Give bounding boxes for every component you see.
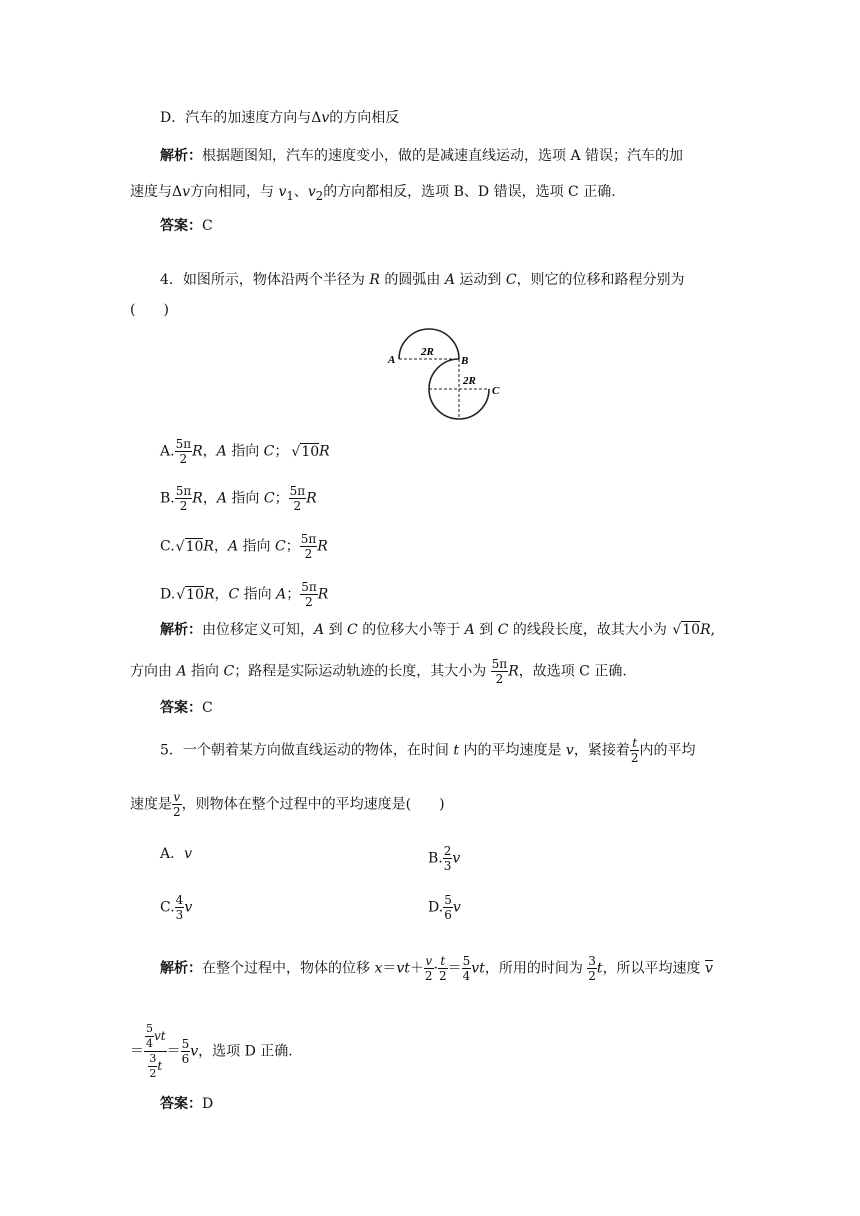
label-c: C	[492, 385, 500, 397]
q4-analysis-line1: 解析：由位移定义可知，A 到 C 的位移大小等于 A 到 C 的线段长度，故其大小为 √ 10R,	[160, 620, 715, 640]
label-a: A	[388, 354, 396, 366]
q3-analysis-line1: 解析：根据题图知，汽车的速度变小，做的是减速直线运动，选项 A 错误；汽车的加	[160, 148, 684, 164]
q4-option-b: B. $\frac{5\pi}{2}$ R，A 指向 C； $\frac{5\pi}{2}$ R	[160, 484, 317, 513]
label-2r-bottom: 2R	[463, 375, 476, 387]
q3-option-d: D．汽车的加速度方向与Δv的方向相反	[160, 110, 400, 126]
q5-option-d: D. $\frac{5}{6}$ v	[428, 893, 461, 922]
q5-option-a: A．v	[160, 846, 193, 862]
q4-option-c: C. √ 10R，A 指向 C； $\frac{5\pi}{2}$ R	[160, 532, 328, 561]
q3-analysis-line2: 速度与Δv方向相同，与 $v_1$、$v_2$的方向都相反，选项 B、D 错误，选项 C 正确.	[130, 184, 616, 203]
q5-stem-line2: 速度是 $\frac{v}{2}$ ，则物体在整个过程中的平均速度是( )	[130, 790, 445, 819]
label-b: B	[461, 355, 469, 367]
q4-analysis-line2: 方向由 A 指向 C；路程是实际运动轨迹的长度，其大小为 $\frac{5\pi}{2}$ R，故选项 C 正确.	[130, 657, 627, 686]
q4-option-d: D. √ 10R，C 指向 A； $\frac{5\pi}{2}$ R	[160, 580, 328, 609]
q5-option-b: B. $\frac{2}{3}$ v	[428, 844, 461, 873]
q4-stem-line1: 4．如图所示，物体沿两个半径为 R 的圆弧由 A 运动到 C，则它的位移和路程分别为	[160, 272, 685, 288]
q5-analysis-line1: 解析：在整个过程中，物体的位移 x＝vt＋ $\frac{v}{2}$ · $\frac{t}{2}$ ＝ $\frac{5}{4}$ vt，所用的时间为 $\frac{3}{2}$ t，所以平均速度 $\overline{v}$	[160, 954, 713, 983]
q5-option-c: C. $\frac{4}{3}$ v	[160, 893, 193, 922]
q5-analysis-line2: ＝ $\frac{5}{4}$ vt $\frac{3}{2}$ t ＝ $\frac{5}{6}$ v，选项 D 正确.	[130, 1022, 293, 1080]
q4-answer: 答案：C	[160, 700, 213, 716]
q4-figure	[385, 322, 505, 426]
q5-answer: 答案：D	[160, 1096, 214, 1112]
q4-stem-line2: ( )	[130, 302, 169, 318]
q5-stem-line1: 5．一个朝着某方向做直线运动的物体，在时间 t 内的平均速度是 v，紧接着 $\frac{t}{2}$ 内的平均	[160, 736, 696, 765]
label-2r-top: 2R	[421, 346, 434, 358]
q3-answer: 答案：C	[160, 218, 213, 234]
q4-option-a: A. $\frac{5\pi}{2}$ R，A 指向 C； √ 10R	[160, 437, 330, 466]
